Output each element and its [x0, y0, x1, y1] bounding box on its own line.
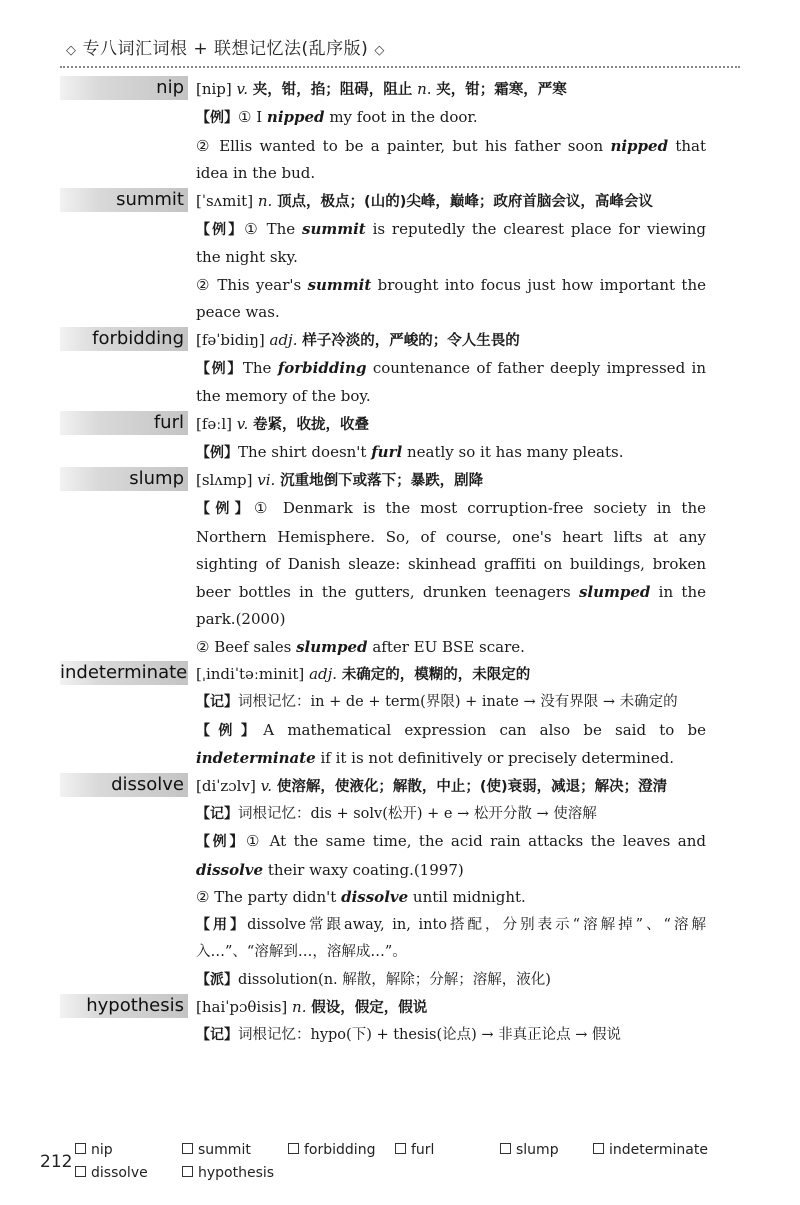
example-keyword: furl: [371, 442, 403, 461]
review-item-slump[interactable]: [500, 1142, 559, 1158]
review-word: hypothesis: [198, 1165, 275, 1181]
definition-line: [196, 327, 706, 355]
definition-line: [196, 994, 706, 1022]
example-text: until midnight.: [408, 888, 526, 906]
part-of-speech: adj.: [309, 665, 338, 683]
example-number: ①: [238, 108, 252, 126]
example-text: after EU BSE scare.: [367, 637, 525, 656]
example: [196, 828, 706, 884]
review-word: forbidding: [304, 1142, 376, 1158]
example-number: ①: [246, 832, 263, 850]
review-word: dissolve: [91, 1165, 148, 1181]
review-item-hypothesis[interactable]: [182, 1165, 274, 1181]
example-number: ①: [253, 499, 273, 517]
review-word: furl: [411, 1142, 435, 1158]
page-footer: [40, 1138, 740, 1198]
headword: indeterminate: [60, 662, 188, 683]
derivative-tag: 【派】: [196, 971, 238, 988]
phonetic: [ˌindiˈtəːminit]: [196, 665, 305, 683]
part-of-speech: vi.: [257, 471, 276, 489]
example-text: that idea in the bud.: [196, 136, 706, 182]
headword: forbidding: [60, 327, 188, 351]
example: [196, 355, 706, 411]
example-text: brought into focus just how important the peace was.: [196, 275, 706, 321]
example-text: This year's: [211, 275, 308, 294]
entry-dissolve: [0, 773, 800, 995]
checkbox-icon[interactable]: [500, 1143, 511, 1154]
example: [196, 272, 706, 327]
meaning-2: 夹，钳；霜寒，严寒: [436, 82, 567, 98]
review-item-furl[interactable]: [395, 1142, 434, 1158]
example-keyword: summit: [307, 275, 372, 294]
memory-tag: 【记】: [196, 1027, 238, 1043]
phonetic: [slʌmp]: [196, 471, 253, 489]
phonetic: [ˈsʌmit]: [196, 191, 254, 210]
running-header: [60, 30, 740, 68]
definition-line: [196, 411, 706, 439]
memory-text: 词根记忆：hypo(下) + thesis(论点) → 非真正论点 → 假说: [238, 1027, 622, 1043]
definition-line: [196, 188, 706, 216]
part-of-speech: n.: [257, 191, 273, 210]
meaning: 卷紧，收拢，收叠: [253, 416, 370, 433]
example-number: ②: [196, 136, 212, 155]
example-text: A mathematical expression can also be said to be: [263, 720, 706, 739]
example-keyword: forbidding: [277, 358, 367, 377]
part-of-speech: v.: [236, 414, 249, 433]
headword: dissolve: [60, 773, 188, 797]
example-tag: 【例】: [196, 360, 243, 377]
review-word: slump: [516, 1142, 559, 1158]
entry-slump: [0, 467, 800, 661]
definition-line: [196, 467, 706, 495]
example-number: ①: [244, 219, 260, 238]
diamond-icon: ◇: [374, 43, 385, 58]
checkbox-icon[interactable]: [288, 1143, 299, 1154]
example-text: I: [251, 108, 267, 126]
example-text: their waxy coating.(1997): [263, 860, 464, 879]
example: [196, 216, 706, 272]
entry-indeterminate: [0, 661, 800, 773]
example-keyword: slumped: [296, 637, 368, 656]
headword: hypothesis: [60, 994, 188, 1018]
diamond-icon: ◇: [66, 43, 77, 58]
example-text: The party didn't: [209, 888, 342, 906]
checkbox-icon[interactable]: [75, 1143, 86, 1154]
definition-line: [196, 661, 706, 689]
headword: furl: [60, 411, 188, 435]
example-keyword: slumped: [578, 582, 651, 601]
review-word: indeterminate: [609, 1142, 708, 1158]
example: [196, 884, 706, 912]
example-text: Ellis wanted to be a painter, but his father soon: [211, 136, 611, 155]
example-text: Denmark is the most corruption-free society in the Northern Hemisphere. So, of course, one's heart lifts at any sighting of Danish sleaze: skinhead graffiti on buildings, broken beer bottles in the gutters, drunken teenagers: [196, 499, 706, 601]
phonetic: [fəːl]: [196, 414, 232, 433]
phonetic: [diˈzɔlv]: [196, 776, 256, 795]
example-keyword: summit: [302, 219, 366, 238]
meaning: 沉重地倒下或落下；暴跌，剧降: [280, 473, 484, 489]
memory-text: 词根记忆：in + de + term(界限) + inate → 没有界限 → 未确定的: [238, 694, 678, 710]
example-text: countenance of father deeply impressed in the memory of the boy.: [196, 358, 707, 405]
example: [196, 717, 706, 773]
example-text: in the park.(2000): [196, 582, 706, 628]
memory-note: [196, 1022, 706, 1050]
example-keyword: nipped: [610, 136, 669, 155]
example-tag: 【例】: [196, 834, 247, 850]
review-item-forbidding[interactable]: [288, 1142, 375, 1158]
checkbox-icon[interactable]: [75, 1166, 86, 1177]
review-item-nip[interactable]: [75, 1142, 113, 1158]
definition-line: [196, 76, 706, 104]
example-text: The shirt doesn't: [238, 442, 372, 461]
example-keyword: dissolve: [196, 860, 264, 879]
page-number: 212: [40, 1152, 73, 1172]
meaning: 使溶解，使液化；解散，中止；(使)衰弱，减退；解决；澄清: [276, 778, 668, 795]
meaning: 夹，钳，掐；阻碍，阻止: [252, 82, 413, 98]
example-tag: 【例】: [196, 110, 238, 126]
part-of-speech: adj.: [269, 330, 298, 349]
meaning: 样子冷淡的，严峻的；令人生畏的: [302, 332, 520, 349]
example-keyword: indeterminate: [196, 749, 316, 767]
entry-furl: [0, 411, 800, 468]
checkbox-icon[interactable]: [182, 1166, 193, 1177]
example: [196, 104, 706, 133]
example: [196, 634, 706, 662]
example-keyword: dissolve: [341, 888, 409, 906]
checkbox-icon[interactable]: [593, 1143, 604, 1154]
example-text: Beef sales: [209, 637, 297, 656]
headword: nip: [60, 76, 188, 100]
review-word: summit: [198, 1142, 251, 1158]
example-text: The: [242, 358, 278, 377]
example: [196, 495, 706, 634]
review-item-dissolve[interactable]: [75, 1165, 148, 1181]
entry-forbidding: [0, 327, 800, 411]
meaning: 顶点，极点；(山的)尖峰，巅峰；政府首脑会议，高峰会议: [277, 193, 653, 210]
review-item-indeterminate[interactable]: [593, 1142, 708, 1158]
memory-note: [196, 801, 706, 829]
part-of-speech: v.: [236, 80, 249, 98]
example-tag: 【例】: [196, 221, 245, 238]
example-number: ②: [196, 637, 210, 656]
entry-summit: [0, 188, 800, 327]
definition-line: [196, 773, 706, 801]
phonetic: [haiˈpɔθisis]: [196, 998, 288, 1016]
example-text: The: [259, 219, 302, 238]
usage-text: dissolve常跟away, in, into搭配，分别表示“溶解掉”、“溶解入…”、“溶解到…，溶解成…”。: [196, 916, 707, 960]
example-text: if it is not definitively or precisely determined.: [315, 749, 674, 767]
example-number: ②: [196, 275, 212, 294]
usage-tag: 【用】: [196, 916, 248, 933]
book-title-text: 专八词汇词根 + 联想记忆法(乱序版): [82, 39, 369, 59]
example-text: my foot in the door.: [324, 108, 478, 126]
example-number: ②: [196, 888, 210, 906]
example-keyword: nipped: [266, 108, 325, 126]
phonetic: [fəˈbidiŋ]: [196, 330, 265, 349]
derivative-text: dissolution(n. 解散，解除；分解；溶解，液化): [238, 971, 551, 988]
meaning: 未确定的，模糊的，未限定的: [341, 667, 531, 683]
entry-nip: [0, 76, 800, 188]
memory-note: [196, 689, 706, 717]
example-text: neatly so it has many pleats.: [402, 442, 624, 461]
part-of-speech: v.: [260, 776, 273, 795]
entry-hypothesis: [0, 994, 800, 1050]
example-tag: 【例】: [196, 722, 264, 739]
part-of-speech: n.: [292, 998, 307, 1016]
memory-text: 词根记忆：dis + solv(松开) + e → 松开分散 → 使溶解: [238, 805, 597, 822]
checkbox-icon[interactable]: [395, 1143, 406, 1154]
headword: slump: [60, 467, 188, 491]
review-item-summit[interactable]: [182, 1142, 251, 1158]
memory-tag: 【记】: [196, 694, 238, 710]
phonetic: [nip]: [196, 80, 232, 98]
memory-tag: 【记】: [196, 805, 238, 822]
entry-list: [0, 76, 800, 1050]
review-word: nip: [91, 1142, 113, 1158]
headword: summit: [60, 188, 188, 212]
example: [196, 133, 706, 188]
example-text: is reputedly the clearest place for viewing the night sky.: [196, 219, 706, 266]
example-tag: 【例】: [196, 501, 254, 517]
example-tag: 【例】: [196, 444, 238, 461]
derivative-note: [196, 967, 706, 995]
book-title: [60, 34, 391, 59]
checkbox-icon[interactable]: [182, 1143, 193, 1154]
example: [196, 439, 706, 468]
meaning: 假设，假定，假说: [311, 1000, 428, 1016]
usage-note: [196, 912, 706, 967]
example-text: At the same time, the acid rain attacks the leaves and: [262, 832, 707, 850]
part-of-speech-2: n.: [417, 80, 432, 98]
